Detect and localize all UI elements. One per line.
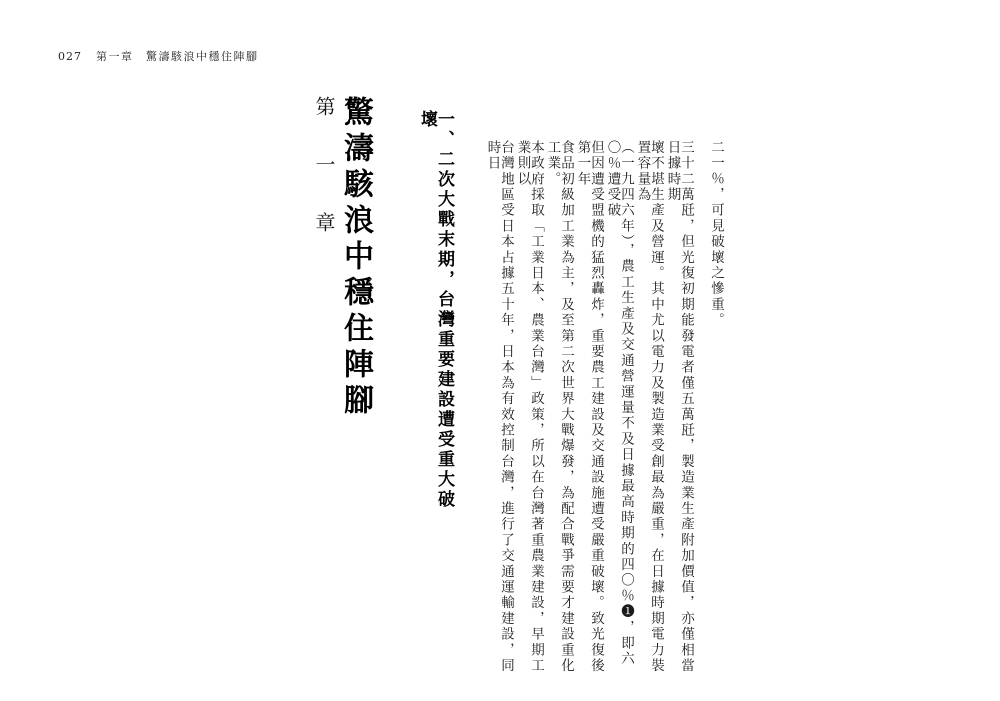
body-column: 台灣地區受日本占據五十年，日本為有效控制台灣，進行了交通運輸建設，同時日 xyxy=(484,140,514,674)
section-heading: 一、二次大戰末期，台灣重要建設遭受重大破壞 xyxy=(417,110,454,510)
body-column: 二一％，可見破壞之慘重。 xyxy=(708,140,724,329)
running-head xyxy=(58,48,259,64)
body-column: （一九四六年），農工生產及交通營運量不及日據最高時期的四〇％❶，即六〇％遭受破 xyxy=(604,140,634,668)
chapter-title: 驚濤駭浪中穩住陣腳 xyxy=(338,96,373,420)
chapter-label: 第 一 章 xyxy=(312,96,336,239)
page-body xyxy=(58,96,942,674)
page-number: 027 xyxy=(58,50,82,63)
body-column: 三十二萬瓩，但光復初期能發電者僅五萬瓩，製造業生產附加價值，亦僅相當日據時期 xyxy=(664,140,694,674)
body-column: 食品初級加工業為主，及至第二次世界大戰爆發，為配合戰爭需要才建設重化工業。 xyxy=(544,140,574,674)
running-head-title: 第一章 驚濤駭浪中穩住陣腳 xyxy=(96,50,259,63)
body-column: 壞不堪生產及營運。其中尤以電力及製造業受創最為嚴重，在日據時期電力裝置容量為 xyxy=(634,140,664,674)
body-column: 但因遭受盟機的猛烈轟炸，重要農工建設及交通設施遭受嚴重破壞。致光復後第一年 xyxy=(574,140,604,674)
body-column: 本政府採取「工業日本、農業台灣」政策，所以在台灣著重農業建設，早期工業則以 xyxy=(514,140,544,674)
